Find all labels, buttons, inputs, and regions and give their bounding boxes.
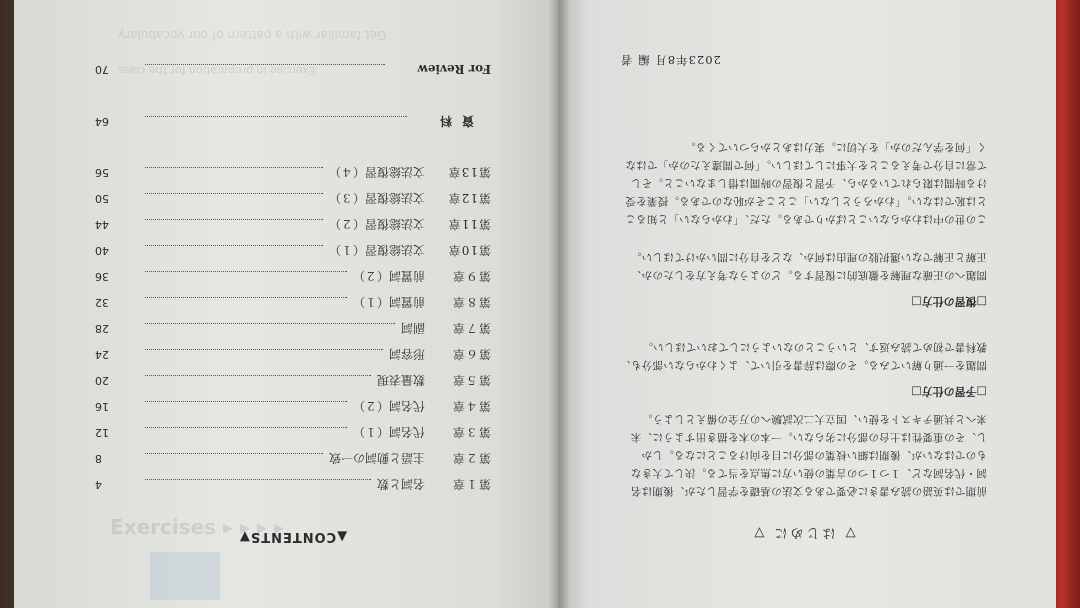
toc-page-number: 8	[95, 452, 102, 465]
toc-row	[95, 423, 491, 441]
toc-chapter-title: 文法総復習（４）	[328, 165, 425, 179]
toc-row	[95, 371, 491, 389]
toc-leader-dots	[145, 349, 383, 359]
toc-leader-dots	[145, 401, 347, 411]
toc-leader-dots	[145, 427, 347, 437]
toc-page-number: 28	[95, 322, 109, 335]
toc-page-number: 24	[95, 348, 109, 361]
toc-chapter-number: 第12章	[447, 191, 491, 205]
preface-heading: ▽ はじめに ▽	[751, 525, 856, 540]
preface-paragraph: 問題への正確な理解を徹底的に復習する。どのような考え方をしたのか、正解と正解でない選択肢の理由は何か、などを自分に問いかけてほしい。	[630, 251, 987, 281]
toc-chapter-title: 主語と動詞の一致	[328, 451, 425, 465]
toc-chapter-title: 文法総復習（２）	[328, 217, 425, 231]
toc-leader-dots	[145, 453, 323, 463]
preface-paragraph: 問題を一通り解いてみる。その際は辞書を引いて、よくわからない部分も、教科書で初めて読み返す、ということのないようにしておいてほしい。	[620, 341, 987, 371]
preface-subheading-review: □復習の仕方□	[911, 295, 987, 308]
toc-row	[95, 215, 491, 233]
toc-row-review	[95, 60, 491, 78]
toc-chapter-title: 代名詞（１）	[352, 425, 425, 439]
toc-chapter-number: 第６章	[451, 347, 491, 361]
toc-chapter-number: 第９章	[451, 269, 491, 283]
toc-row	[95, 189, 491, 207]
toc-chapter-title: 前置詞（１）	[352, 295, 425, 309]
toc-chapter-title: 前置詞（２）	[352, 269, 425, 283]
toc-chapter-number: 第４章	[451, 399, 491, 413]
preface	[620, 30, 987, 550]
toc-page-number: 32	[95, 296, 109, 309]
toc-row	[95, 267, 491, 285]
toc-row	[95, 241, 491, 259]
toc-chapter-title: 副詞	[400, 321, 425, 335]
toc-row	[95, 293, 491, 311]
table-of-contents	[95, 52, 491, 548]
toc-row	[95, 449, 491, 467]
toc-leader-dots	[145, 479, 371, 489]
toc-chapter-number: 第７章	[451, 321, 491, 335]
preface-paragraph: この世の中はわからないことばかりである。ただ、「わからない」と知ることは恥ではない。「わかろうとしない」ことこそが恥なのである。授業を受ける時間は限られているから、予習と復習の時間は惜しまないこと。そして常に自分で考えることを大事にしてほしい。「何で間違えたのか」ではなく「何を学んだのか」を大切に。実力はあとからついてくる。	[625, 141, 987, 225]
toc-chapter-number: 第11章	[447, 217, 491, 231]
toc-page-number: 16	[95, 400, 109, 413]
toc-chapter-title: 文法総復習（３）	[328, 191, 425, 205]
toc-chapter-number: 第８章	[451, 295, 491, 309]
toc-page-number: 44	[95, 218, 109, 231]
toc-leader-dots	[145, 323, 395, 333]
toc-chapter-title: 形容詞	[388, 347, 425, 361]
toc-chapter-number: 第２章	[451, 451, 491, 465]
book-gutter-shadow	[548, 0, 570, 608]
toc-page-number: 36	[95, 270, 109, 283]
toc-leader-dots	[145, 297, 347, 307]
toc-page-number: 4	[95, 478, 102, 491]
toc-page-number: 40	[95, 244, 109, 257]
toc-chapter-title: 数量表現	[376, 373, 425, 387]
toc-chapter-number: 第13章	[447, 165, 491, 179]
toc-chapter-number: 第５章	[451, 373, 491, 387]
toc-chapter-title: 代名詞（２）	[352, 399, 425, 413]
toc-row-appendix	[95, 112, 491, 130]
toc-chapter-title: 名詞と数	[376, 477, 425, 491]
toc-page-number: 20	[95, 374, 109, 387]
toc-review-title: For Review	[417, 62, 491, 76]
toc-chapter-number: 第10章	[447, 243, 491, 257]
toc-page-number: 56	[95, 166, 109, 179]
toc-chapter-number: 第１章	[451, 477, 491, 491]
toc-page-number: 12	[95, 426, 109, 439]
toc-row	[95, 345, 491, 363]
toc-chapter-number: 第３章	[451, 425, 491, 439]
toc-appendix-title: 資料	[430, 114, 475, 128]
toc-row	[95, 397, 491, 415]
show-through-text: Exercises ▸ ▸ ▸ ▸	[110, 515, 285, 539]
toc-page-number: 70	[95, 63, 109, 76]
toc-leader-dots	[145, 116, 407, 126]
toc-leader-dots	[145, 64, 385, 74]
show-through-graphic	[150, 552, 220, 600]
show-through-text: Exercise in preparation for the class	[118, 64, 316, 77]
show-through-text: Get familiar with a pattern of our vocabulary	[118, 28, 387, 42]
toc-row	[95, 319, 491, 337]
preface-paragraph: 前期では英語の読み書きに必要である文法の基礎を学習したが、後期は名詞・代名詞など、１つ１つの言葉の使い方に焦点を当てる。決して大きなものではないが、後期は細い枝葉の部分に目を向けることになる。しかし、その重要性は土台の部分に劣らない。一本の木を描き出すように、未来へと共通テキストを使い、国立大二次試験への万全の備えとしよう。	[630, 413, 987, 497]
toc-leader-dots	[145, 193, 323, 203]
toc-row	[95, 475, 491, 493]
toc-page-number: 64	[95, 115, 109, 128]
toc-chapter-title: 文法総復習（１）	[328, 243, 425, 257]
toc-leader-dots	[145, 167, 323, 177]
toc-row	[95, 163, 491, 181]
toc-leader-dots	[145, 271, 347, 281]
toc-leader-dots	[145, 245, 323, 255]
preface-signature: 2023年8月 編 者	[620, 53, 721, 67]
toc-leader-dots	[145, 219, 323, 229]
toc-page-number: 50	[95, 192, 109, 205]
contents-heading: ▲CONTENTS▼	[238, 529, 348, 544]
toc-leader-dots	[145, 375, 371, 385]
preface-subheading-prep: □予習の仕方□	[911, 385, 987, 398]
